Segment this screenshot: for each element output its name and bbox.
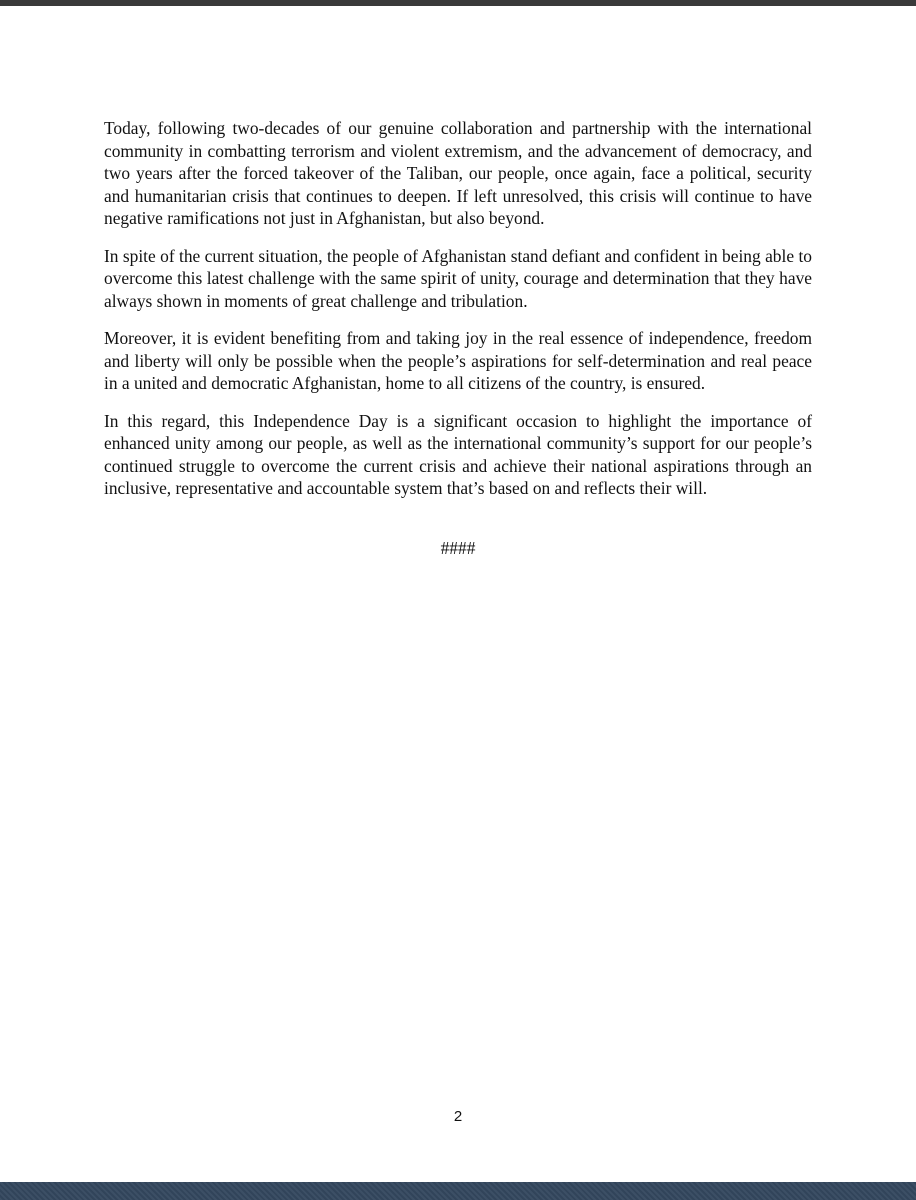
- top-border-bar: [0, 0, 916, 6]
- paragraph-3: Moreover, it is evident benefiting from and taking joy in the real essence of independence, freedom and liberty will only be possible when the people’s aspirations for self-determination and real peace in a united and democratic Afghanistan, home to all citizens of the country, is ensured.: [104, 328, 812, 393]
- document-body: [104, 117, 812, 515]
- footer-band: [0, 1182, 916, 1200]
- paragraph-4: In this regard, this Independence Day is a significant occasion to highlight the importance of enhanced unity among our people, as well as the international community’s support for our people’s continued struggle to overcome the current crisis and achieve their national aspirations through an inclusive, representative and accountable system that’s based on and reflects their will.: [104, 410, 812, 498]
- end-of-release-mark: ####: [440, 538, 476, 558]
- page-number: 2: [453, 1108, 463, 1125]
- paragraph-1: Today, following two-decades of our genuine collaboration and partnership with the international community in combatting terrorism and violent extremism, and the advancement of democracy, and two years after the forced takeover of the Taliban, our people, once again, face a political, security and humanitarian crisis that continues to deepen. If left unresolved, this crisis will continue to have negative ramifications not just in Afghanistan, but also beyond.: [104, 118, 812, 228]
- paragraph-2: In spite of the current situation, the people of Afghanistan stand defiant and confident in being able to overcome this latest challenge with the same spirit of unity, courage and determination that they have always shown in moments of great challenge and tribulation.: [104, 245, 812, 311]
